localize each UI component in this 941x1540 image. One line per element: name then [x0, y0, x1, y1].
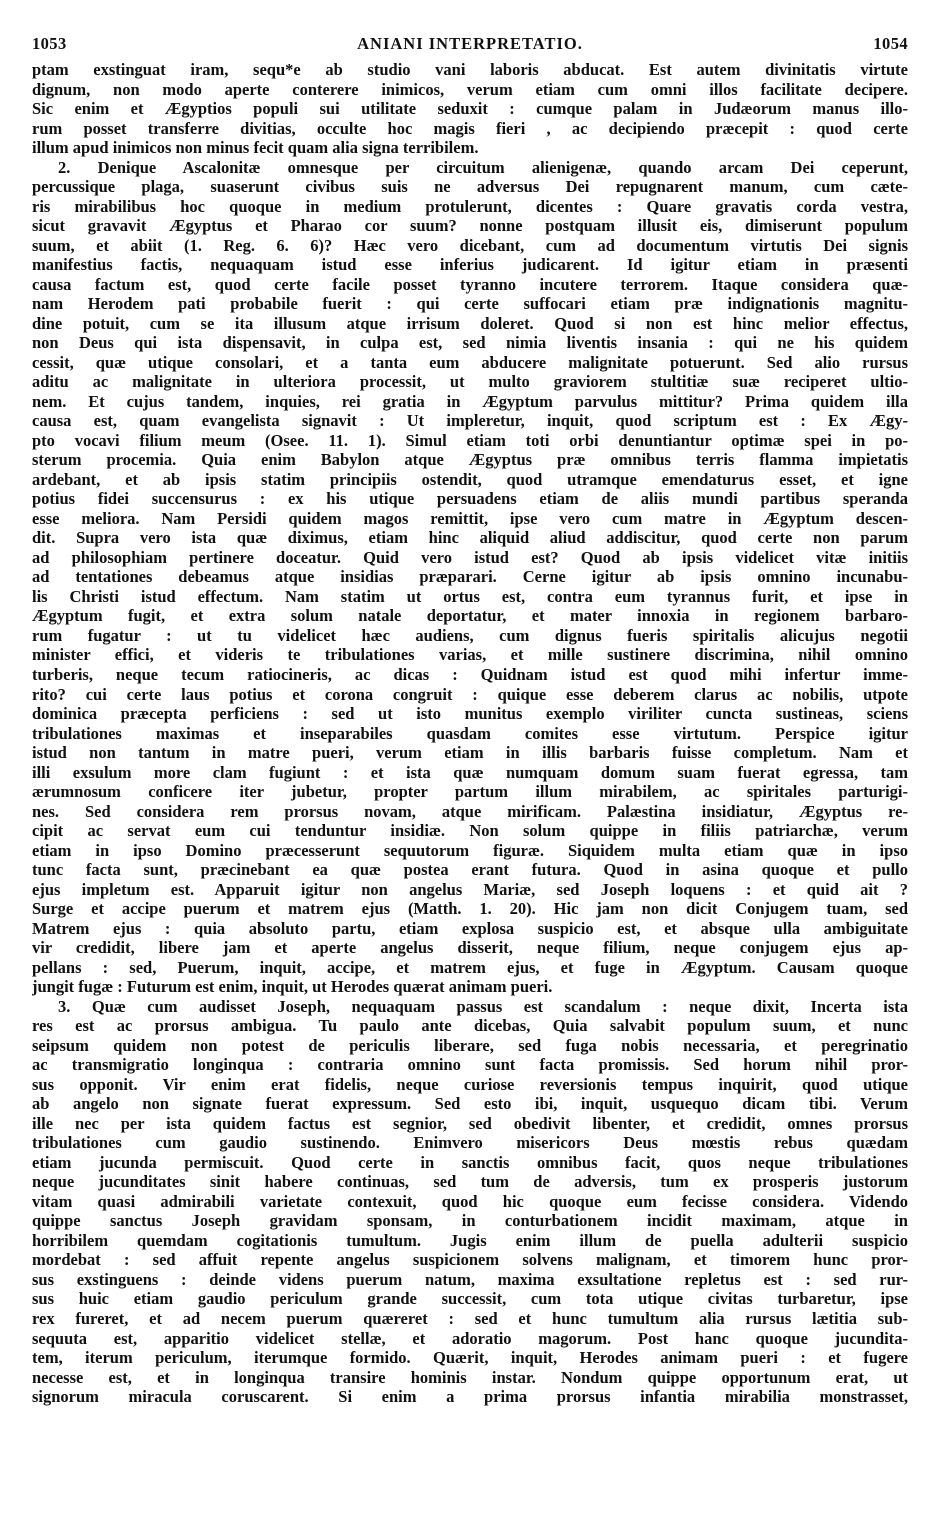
text-line: ejus impletum est. Apparuit igitur non angelus Mariæ, sed Joseph loquens : et quid ait ? [32, 879, 908, 899]
text-line: ille nec per ista quidem factus est segnior, sed obedivit libenter, et credidit, omnes prorsus [32, 1113, 908, 1133]
text-line: non Deus qui ista dispensavit, in culpa est, sed nimia liventis insania : qui ne his quidem [32, 333, 908, 353]
text-line: ærumnosum conficere iter jubetur, propter partum illum mirabilem, ac spiritales parturigi- [32, 782, 908, 802]
text-line: Sic enim et Ægyptios populi sui utilitate seduxit : cumque palam in Judæorum manus illo- [32, 99, 908, 119]
text-line: esse meliora. Nam Persidi quidem magos remittit, ipse vero cum matre in Ægyptum descen- [32, 508, 908, 528]
text-line: rito? cui certe laus potius et corona congruit : quique esse deberem clarus ac nobilis, utpote [32, 684, 908, 704]
text-line: rex fureret, et ad necem puerum quæreret : sed et hunc tumultum alia rursus lætitia sub- [32, 1309, 908, 1328]
text-line: etiam in ipso Domino præcesserunt sequutorum figuræ. Siquidem multa etiam quæ in ipso [32, 840, 908, 860]
text-line: potius fidei succensurus : ex his utique persuadens etiam de aliis mundi partibus speranda [32, 489, 908, 509]
text-line: Surge et accipe puerum et matrem ejus (Matth. 1. 20). Hic jam non dicit Conjugem tuam, sed [32, 899, 908, 919]
text-line: ad tentationes debeamus atque insidias præparari. Cerne igitur ab ipsis omnino incunabu- [32, 567, 908, 587]
text-line: Matrem ejus : quia absoluto partu, etiam explosa suspicio est, et absque ulla ambiguitate [32, 918, 908, 938]
body-text [32, 60, 908, 1407]
page-number-left: 1053 [32, 34, 67, 53]
text-line: vir credidit, libere jam et aperte angelus disserit, neque filium, neque conjugem ejus ap- [32, 938, 908, 958]
text-line: etiam jucunda permiscuit. Quod certe in sanctis omnibus facit, quos neque tribulationes [32, 1152, 908, 1172]
text-line: dit. Supra vero ista quæ diximus, etiam hinc aliquid aliud addiscitur, quod certe non parum [32, 528, 908, 548]
text-line: sequuta est, apparitio videlicet stellæ, et adoratio magorum. Post hanc quoque jucundita- [32, 1328, 908, 1348]
text-line: nam Herodem pati probabile fuerit : qui certe suffocari etiam præ indignationis magnitu- [32, 294, 908, 314]
text-line: tribulationes maximas et inseparabiles quasdam comites esse virtutum. Perspice igitur [32, 723, 908, 743]
text-line: ris mirabilibus hoc quoque in medium protulerunt, dicentes : Quare gravatis corda vestra, [32, 196, 908, 216]
text-line: illi exsulum more clam fugiunt : et ista quæ numquam domum suam fuerat egressa, tam [32, 762, 908, 782]
text-line: horribilem quemdam cogitationis tumultum. Jugis enim illum de puella adulterii suspicio [32, 1230, 908, 1250]
text-line: ab angelo non signate fuerat expressum. Sed esto ibi, inquit, usquequo dicam tibi. Verum [32, 1094, 908, 1114]
text-line: quippe sanctus Joseph gravidam sponsam, in conturbationem incidit maximam, atque in [32, 1211, 908, 1231]
page [32, 0, 908, 1540]
text-line: dominica præcepta perficiens : sed ut isto munitus exemplo viriliter cuncta sustineas, sciens [32, 704, 908, 724]
text-line: seipsum quidem non potest de periculis liberare, sed fuga nobis necessaria, et peregrinatio [32, 1035, 908, 1055]
text-line: ptam exstinguat iram, sequ*e ab studio vani laboris abducat. Est autem divinitatis virtute [32, 60, 908, 79]
text-line: tribulationes cum gaudio sustinendo. Enimvero misericors Deus mœstis rebus quædam [32, 1133, 908, 1153]
text-line: neque jucunditates sinit habere continuas, sed tum de adversis, tum ex prosperis justorum [32, 1172, 908, 1192]
text-line: minister effici, et videris te tribulationes varias, et mille sustinere discrimina, nihil omnino [32, 645, 908, 665]
text-line: istud non tantum in matre pueri, verum etiam in illis barbaris fuisse completum. Nam et [32, 743, 908, 763]
text-line: dignum, non modo aperte conterere inimicos, verum etiam cum omni illos facilitate decipere. [32, 79, 908, 99]
text-line: cipit ac servat eum cui tenduntur insidiæ. Non solum quippe in filiis patriarchæ, verum [32, 821, 908, 841]
text-line: causa est, quam evangelista signavit : Ut impleretur, inquit, quod scriptum est : Ex Ægy- [32, 411, 908, 431]
text-line: necesse est, et in longinqua transire hominis instar. Nondum quippe opportunum erat, ut [32, 1367, 908, 1387]
text-line: 3. Quæ cum audisset Joseph, nequaquam passus est scandalum : neque dixit, Incerta ista [58, 996, 908, 1016]
text-line: nem. Et cujus tandem, inquies, rei gratia in Ægyptum parvulus mittitur? Prima quidem illa [32, 391, 908, 411]
running-header [32, 34, 908, 56]
text-line: causa factum est, quod certe facile posset tyranno incutere terrorem. Itaque considera quæ- [32, 274, 908, 294]
text-line: ad philosophiam pertinere doceatur. Quid vero istud est? Quod ab ipsis videlicet vitæ initiis [32, 547, 908, 567]
text-line: ac transmigratio longinqua : contraria omnino sunt facta promissis. Sed horum nihil pror- [32, 1055, 908, 1075]
text-line: mordebat : sed affuit repente angelus suspicionem solvens malignam, et timorem hunc pror- [32, 1250, 908, 1270]
text-line: res est ac prorsus ambigua. Tu paulo ante dicebas, Quia salvabit populum suum, et nunc [32, 1016, 908, 1036]
text-line: cessit, quæ utique consolari, et a tanta eum abducere malignitate potuerunt. Sed alio rursus [32, 352, 908, 372]
text-line: nes. Sed considera rem prorsus novam, atque mirificam. Palæstina insidiatur, Ægyptus re- [32, 801, 908, 821]
text-line: vitam quasi admirabili varietate contexuit, quod hic quoque eum fecisse considera. Videndo [32, 1191, 908, 1211]
text-line: aditu ac malignitate in ulteriora processit, ut multo graviorem stultitiæ suæ reciperet ultio- [32, 372, 908, 392]
text-line: suum, et abiit (1. Reg. 6. 6)? Hæc vero dicebant, cum ad documentum virtutis Dei signis [32, 235, 908, 255]
text-line: rum fugatur : ut tu videlicet hæc audiens, cum dignus fueris spiritalis alicujus negotii [32, 625, 908, 645]
text-line: pellans : sed, Puerum, inquit, accipe, et matrem ejus, et fuge in Ægyptum. Causam quoque [32, 957, 908, 977]
text-line: jungit fugæ : Futurum est enim, inquit, ut Herodes quærat animam pueri. [32, 977, 553, 997]
text-line: dine potuit, cum se ita illusum atque irrisum doleret. Quod si non est hinc melior effectus, [32, 313, 908, 333]
page-number-right: 1054 [873, 34, 908, 53]
text-line: illum apud inimicos non minus fecit quam alia signa terribilem. [32, 138, 479, 158]
text-line: sus opponit. Vir enim erat fidelis, neque curiose reversionis tempus inquirit, quod utique [32, 1074, 908, 1094]
text-line: rum posset transferre divitias, occulte hoc magis fieri , ac decipiendo præcepit : quod certe [32, 118, 908, 138]
text-line: pto vocavi filium meum (Osee. 11. 1). Simul etiam toti orbi denuntiantur optimæ spei in po- [32, 430, 908, 450]
text-line: signorum miracula coruscarent. Si enim a prima prorsus infantia mirabilia monstrasset, [32, 1387, 908, 1407]
text-line: tunc facta sunt, præcinebant ea quæ postea erant futura. Quod in asina quoque et pullo [32, 860, 908, 880]
text-line: manifestius factis, nequaquam istud esse inferius judicarent. Id igitur etiam in præsenti [32, 255, 908, 275]
text-line: sus exstinguens : deinde videns puerum natum, maxima exsultatione repletus est : sed rur- [32, 1269, 908, 1289]
text-line: turberis, neque tecum ratiocineris, ac dicas : Quidnam istud est quod mihi infertur imme- [32, 664, 908, 684]
running-title: ANIANI INTERPRETATIO. [357, 34, 583, 53]
text-line: ardebant, et ab ipsis statim principiis ostendit, quod utramque emendaturus esset, et igne [32, 469, 908, 489]
text-line: sterum procemia. Quia enim Babylon atque Ægyptus præ omnibus terris flamma impietatis [32, 450, 908, 470]
text-line: 2. Denique Ascalonitæ omnesque per circuitum alienigenæ, quando arcam Dei ceperunt, [58, 157, 908, 177]
text-line: tem, iterum periculum, iterumque formido. Quærit, inquit, Herodes animam pueri : et fugere [32, 1348, 908, 1368]
text-line: Ægyptum fugit, et extra solum natale deportatur, et mater innoxia in regionem barbaro- [32, 606, 908, 626]
text-line: sus huic etiam gaudio periculum grande successit, cum tota utique civitas turbaretur, ipse [32, 1289, 908, 1309]
text-line: lis Christi istud effectum. Nam statim ut ortus est, contra eum tyrannus furit, et ipse in [32, 586, 908, 606]
text-line: percussique plaga, suaserunt civibus suis ne adversus Dei repugnarent manum, cum cæte- [32, 177, 908, 197]
text-line: sicut gravavit Ægyptus et Pharao cor suum? nonne postquam illusit eis, dimiserunt populum [32, 216, 908, 236]
